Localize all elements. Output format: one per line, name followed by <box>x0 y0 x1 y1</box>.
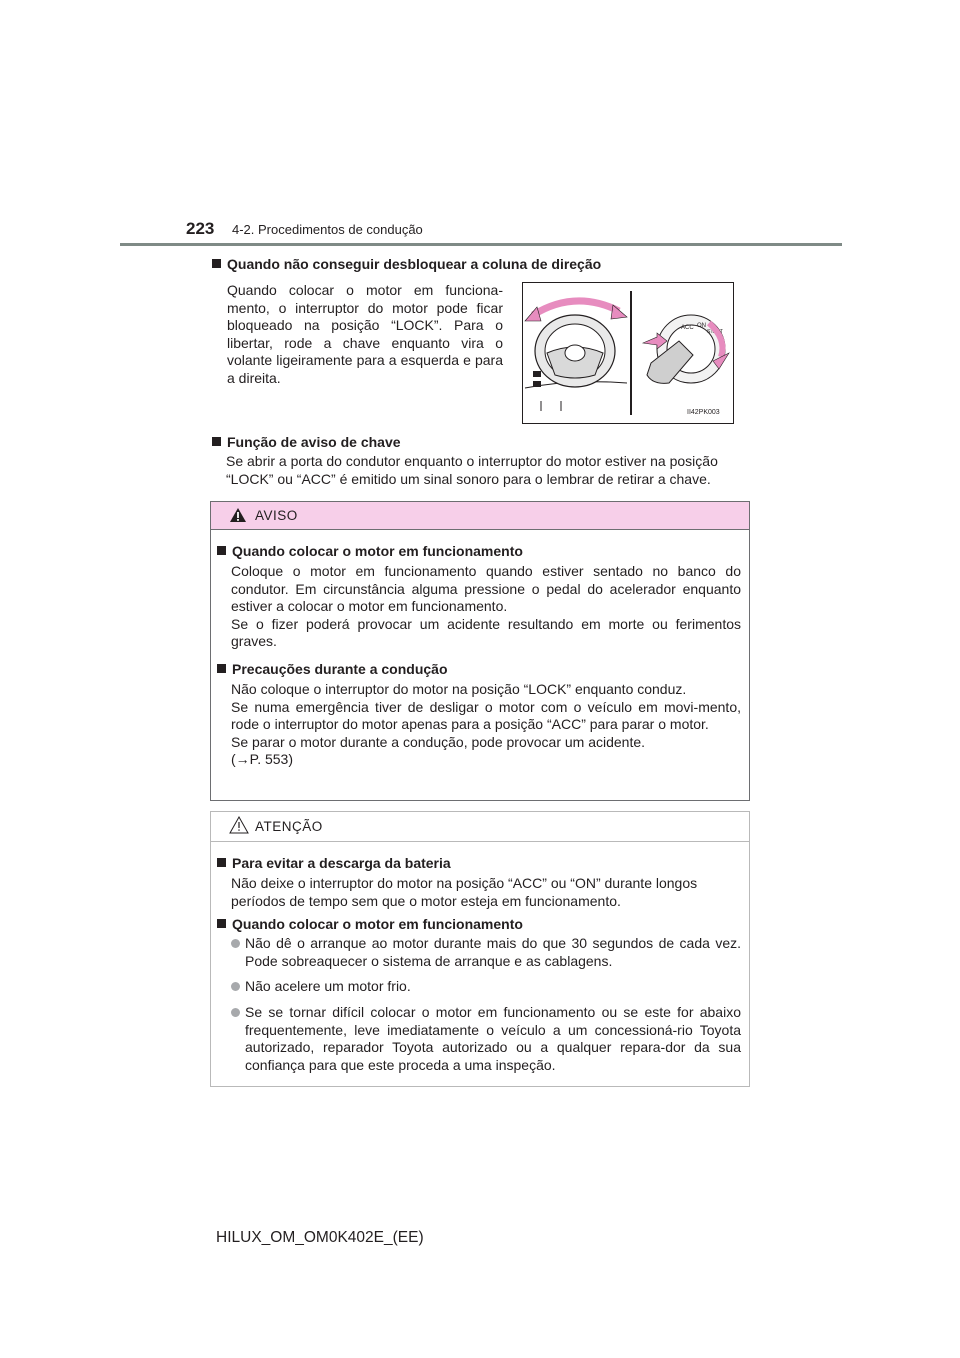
caution-header <box>211 812 749 842</box>
square-bullet-icon <box>217 919 226 928</box>
warning-item-text: Se o fizer poderá provocar um acidente resultando em morte ou ferimentos graves. <box>231 615 741 650</box>
page-number: 223 <box>186 219 215 238</box>
steering-key-illustration <box>522 282 734 424</box>
square-bullet-icon <box>217 858 226 867</box>
round-bullet-icon <box>231 982 240 991</box>
page-reference: (→P. 553) <box>231 751 293 768</box>
caution-bullet: Não dê o arranque ao motor durante mais do que 30 segundos de cada vez. Pode sobreaquecer o sistema de arranque e as cablagens. <box>231 935 741 970</box>
header-rule <box>120 243 842 246</box>
round-bullet-icon <box>231 939 240 948</box>
caution-box <box>210 811 750 1087</box>
acc-label: ACC <box>681 325 694 331</box>
warning-item-heading: Quando colocar o motor em funcionamento <box>217 543 741 559</box>
warning-item-text: Se numa emergência tiver de desligar o motor com o veículo em movi-mento, rode o interruptor do motor apenas para a posição “ACC” para parar o motor. <box>231 698 741 733</box>
caution-item-text: Não deixe o interruptor do motor na posição “ACC” ou “ON” durante longos períodos de tempo sem que o motor esteja em funcionamento. <box>231 875 698 909</box>
warning-box <box>210 501 750 801</box>
warning-triangle-icon <box>229 507 247 523</box>
on-label: ON <box>697 323 706 329</box>
caution-item-heading: Para evitar a descarga da bateria <box>217 855 741 871</box>
caution-triangle-icon <box>229 816 249 834</box>
square-bullet-icon <box>217 664 226 673</box>
square-bullet-icon <box>217 546 226 555</box>
figure-code: II42PK003 <box>687 409 720 416</box>
square-bullet-icon <box>212 259 221 268</box>
start-label: START <box>707 329 723 335</box>
caution-item-heading: Quando colocar o motor em funcionamento <box>217 916 741 932</box>
warning-title: AVISO <box>255 508 298 523</box>
steering-wheel-key-illustration <box>523 283 733 423</box>
caution-body <box>217 855 741 1074</box>
caution-title: ATENÇÃO <box>255 819 323 834</box>
warning-item-heading: Precauções durante a condução <box>217 661 741 677</box>
document-code: HILUX_OM_OM0K402E_(EE) <box>216 1229 424 1246</box>
square-bullet-icon <box>212 437 221 446</box>
warning-item-text: Se parar o motor durante a condução, pode provocar um acidente. <box>231 733 646 750</box>
warning-header <box>211 502 749 530</box>
warning-body <box>217 543 741 769</box>
key-reminder-heading: Função de aviso de chave <box>212 434 401 450</box>
round-bullet-icon <box>231 1008 240 1017</box>
steering-lock-heading: Quando não conseguir desbloquear a coluna de direção <box>212 256 601 272</box>
section-title: 4-2. Procedimentos de condução <box>232 222 423 237</box>
key-reminder-text: Se abrir a porta do condutor enquanto o interruptor do motor estiver na posição “LOCK” ou “ACC” é emitido um sinal sonoro para o lembrar de retirar a chave. <box>226 453 718 487</box>
caution-bullet: Se se tornar difícil colocar o motor em funcionamento ou se este for abaixo frequentemente, leve imediatamente o veículo a um concessioná-rio Toyota autorizado, reparador Toyota autorizado ou a qualquer repara-dor da sua confiança para que este proceda a uma inspeção. <box>231 1004 741 1074</box>
warning-item-text: Coloque o motor em funcionamento quando estiver sentado no banco do condutor. Em circunstância alguma pressione o pedal do acelerador enquanto estiver a colocar o motor em funcionamento. <box>231 563 741 615</box>
steering-lock-text: Quando colocar o motor em funciona-mento, o interruptor do motor pode ficar bloqueado na posição “LOCK”. Para o libertar, rode a chave enquanto vira o volante ligeiramente para a esquerda e para a direita. <box>227 282 503 386</box>
caution-bullet: Não acelere um motor frio. <box>231 978 741 996</box>
warning-item-text: Não coloque o interruptor do motor na posição “LOCK” enquanto conduz. <box>231 680 687 697</box>
